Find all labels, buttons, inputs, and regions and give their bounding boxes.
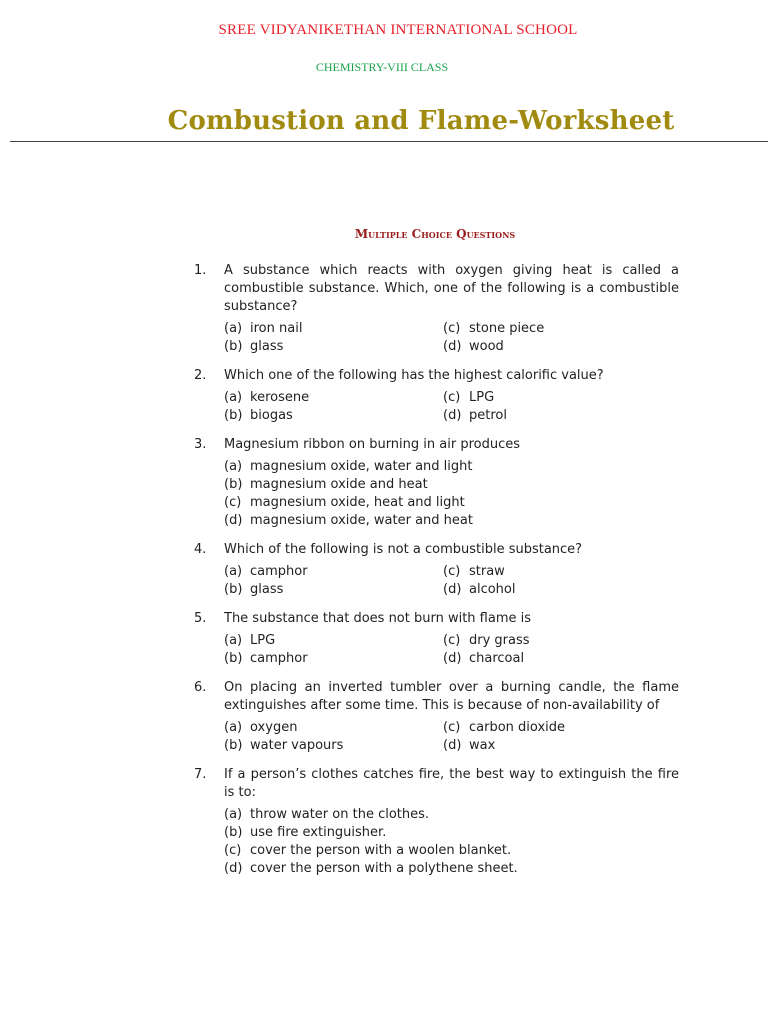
answer-option: [443, 320, 679, 338]
option-text: straw: [469, 564, 505, 579]
answer-option: [443, 581, 679, 599]
question-number: 2.: [194, 368, 207, 383]
option-label: (b): [224, 651, 243, 666]
option-label: (b): [224, 738, 243, 753]
question-number: 5.: [194, 611, 207, 626]
option-label: (c): [224, 495, 242, 510]
question-number: 1.: [194, 263, 207, 278]
option-text: iron nail: [250, 321, 303, 336]
option-text: magnesium oxide, water and light: [250, 459, 473, 474]
option-text: magnesium oxide, heat and light: [250, 495, 465, 510]
question-item: [194, 436, 679, 530]
answer-option: [443, 632, 679, 650]
option-text: throw water on the clothes.: [250, 807, 430, 822]
answer-option: [443, 650, 679, 668]
option-text: camphor: [250, 651, 308, 666]
question-text: The substance that does not burn with flame is: [224, 611, 532, 626]
question-text: Which of the following is not a combustible substance?: [224, 542, 583, 557]
question-number: 4.: [194, 542, 207, 557]
question-number: 3.: [194, 437, 207, 452]
question-item: [194, 367, 679, 425]
option-label: (d): [443, 651, 462, 666]
answer-option: [224, 458, 679, 476]
answer-option: [224, 842, 679, 860]
answer-option: [443, 407, 679, 425]
class-subject-line: CHEMISTRY-VIII CLASS: [315, 60, 449, 74]
option-label: (c): [443, 633, 461, 648]
question-text: Magnesium ribbon on burning in air produces: [224, 437, 520, 452]
answer-option: [224, 737, 443, 755]
option-label: (d): [224, 513, 243, 528]
option-text: use fire extinguisher.: [250, 825, 387, 840]
option-label: (d): [224, 861, 243, 876]
option-label: (d): [443, 408, 462, 423]
option-label: (b): [224, 825, 243, 840]
option-label: (a): [224, 564, 243, 579]
option-text: kerosene: [250, 390, 310, 405]
answer-options: [224, 632, 679, 668]
option-text: cover the person with a polythene sheet.: [250, 861, 518, 876]
option-text: LPG: [250, 633, 276, 648]
option-label: (a): [224, 321, 243, 336]
question-number: 6.: [194, 680, 207, 695]
question-text: A substance which reacts with oxygen giving heat is called a combustible substance. Which, one of the following is a combustible substance?: [224, 263, 679, 314]
answer-option: [224, 320, 443, 338]
option-label: (c): [443, 390, 461, 405]
answer-option: [224, 806, 679, 824]
option-label: (d): [443, 339, 462, 354]
worksheet-title: Combustion and Flame-Worksheet: [167, 106, 675, 136]
option-text: biogas: [250, 408, 293, 423]
question-item: [194, 610, 679, 668]
option-text: petrol: [469, 408, 507, 423]
option-label: (a): [224, 633, 243, 648]
option-label: (a): [224, 459, 243, 474]
option-label: (a): [224, 720, 243, 735]
option-text: alcohol: [469, 582, 516, 597]
section-heading: Multiple Choice Questions: [354, 227, 516, 241]
question-text: On placing an inverted tumbler over a burning candle, the flame extinguishes after some time. This is because of non-availability of: [224, 680, 679, 713]
question-item: [194, 766, 679, 878]
option-text: magnesium oxide, water and heat: [250, 513, 473, 528]
question-item: [194, 679, 679, 755]
answer-options: [224, 458, 679, 530]
answer-option: [224, 494, 679, 512]
answer-options: [224, 719, 679, 755]
question-item: [194, 541, 679, 599]
option-text: stone piece: [469, 321, 545, 336]
question-text: Which one of the following has the highest calorific value?: [224, 368, 604, 383]
answer-option: [224, 632, 443, 650]
option-text: charcoal: [469, 651, 525, 666]
question-text: If a person’s clothes catches fire, the best way to extinguish the fire is to:: [224, 767, 679, 800]
option-label: (b): [224, 477, 243, 492]
answer-options: [224, 806, 679, 878]
option-text: dry grass: [469, 633, 530, 648]
option-label: (d): [443, 738, 462, 753]
answer-option: [224, 338, 443, 356]
option-text: wax: [469, 738, 496, 753]
question-number: 7.: [194, 767, 207, 782]
option-label: (b): [224, 582, 243, 597]
answer-options: [224, 320, 679, 356]
option-text: LPG: [469, 390, 495, 405]
option-label: (c): [224, 843, 242, 858]
answer-option: [224, 407, 443, 425]
option-label: (d): [443, 582, 462, 597]
option-text: cover the person with a woolen blanket.: [250, 843, 512, 858]
answer-option: [443, 719, 679, 737]
answer-option: [224, 563, 443, 581]
option-text: oxygen: [250, 720, 298, 735]
option-text: glass: [250, 582, 284, 597]
answer-options: [224, 563, 679, 599]
answer-option: [224, 476, 679, 494]
option-label: (c): [443, 564, 461, 579]
answer-option: [443, 737, 679, 755]
option-text: wood: [469, 339, 504, 354]
answer-option: [443, 389, 679, 407]
question-item: [194, 262, 679, 356]
option-text: glass: [250, 339, 284, 354]
option-text: water vapours: [250, 738, 344, 753]
answer-option: [224, 389, 443, 407]
option-text: camphor: [250, 564, 308, 579]
answer-option: [224, 860, 679, 878]
school-name: SREE VIDYANIKETHAN INTERNATIONAL SCHOOL: [218, 22, 578, 38]
answer-option: [224, 512, 679, 530]
option-label: (b): [224, 408, 243, 423]
answer-options: [224, 389, 679, 425]
option-label: (c): [443, 720, 461, 735]
answer-option: [443, 338, 679, 356]
option-label: (a): [224, 390, 243, 405]
option-text: magnesium oxide and heat: [250, 477, 428, 492]
option-label: (c): [443, 321, 461, 336]
question-list: [194, 262, 679, 889]
answer-option: [224, 824, 679, 842]
answer-option: [224, 650, 443, 668]
answer-option: [224, 719, 443, 737]
answer-option: [224, 581, 443, 599]
answer-option: [443, 563, 679, 581]
option-label: (a): [224, 807, 243, 822]
option-text: carbon dioxide: [469, 720, 566, 735]
title-divider: [10, 141, 768, 142]
option-label: (b): [224, 339, 243, 354]
